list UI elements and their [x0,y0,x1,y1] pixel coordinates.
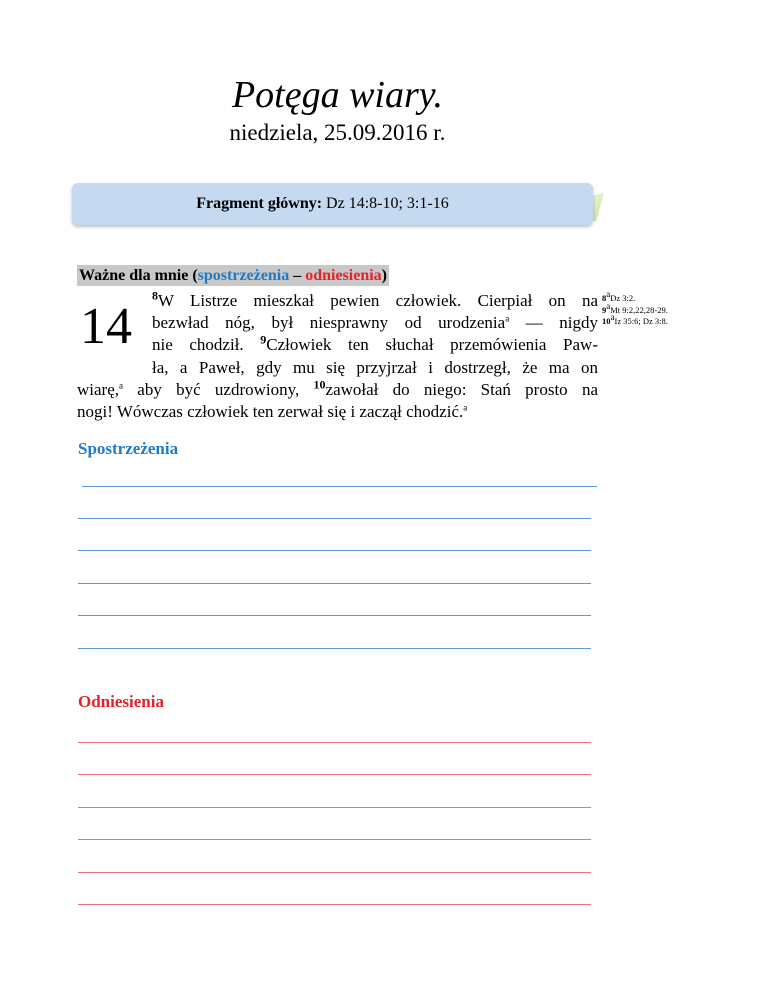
scripture-line: $^8$W Listrze mieszkał pewien człowiek. Cierpiał on na [152,288,598,310]
scripture-line: wiarę,$^a$ aby być uzdrowiony, $^{10}$zawołał do niego: Stań prosto na [77,377,598,399]
cross-ref: 10aIz 35:6; Dz 3:8. [602,312,668,326]
heading-prefix: Ważne dla mnie ( [79,267,198,284]
scripture-line: ła, a Paweł, gdy mu się przyjrzał i dostrzegł, że ma on [152,357,598,377]
cross-references [602,289,668,328]
footnote-mark: a [463,402,468,413]
application-line[interactable] [78,872,591,873]
cross-ref: 9aMt 9:2,22,28-29. [602,300,668,315]
verse-number: 8 [152,288,158,303]
page-title: Potęga wiary. [231,74,444,116]
application-line[interactable] [78,839,591,840]
cross-ref: 8aDz 3:2. [602,289,636,303]
heading-observations: spostrzeżenia [197,267,290,284]
main-passage-banner [72,183,593,225]
heading-dash: – [289,267,306,284]
important-heading [77,265,389,286]
heading-applications: odniesienia [305,267,382,284]
verse-number: 9 [260,332,267,347]
application-line[interactable] [78,742,591,743]
footnote-mark: a [119,380,124,391]
observation-line[interactable] [78,583,591,584]
scripture-line: bezwład nóg, był niesprawny od urodzenia$^a$ — nigdy [152,313,598,333]
footnote-mark: a [505,313,510,324]
application-line[interactable] [78,904,591,905]
heading-suffix: ) [381,267,387,284]
chapter-number: 14 [80,298,132,355]
observation-line[interactable] [78,615,591,616]
page-date: niedziela, 25.09.2016 r. [229,120,446,145]
banner-value: Dz 14:8-10; 3:1-16 [326,195,449,212]
observation-line[interactable] [78,550,591,551]
observation-line[interactable] [78,518,591,519]
scripture-line: nogi! Wówczas człowiek ten zerwał się i zaczął chodzić.$^a$ [77,401,468,421]
scripture-line: nie chodził. $^9$Człowiek ten słuchał przemówienia Paw- [152,332,598,355]
application-line[interactable] [78,807,591,808]
application-line[interactable] [78,774,591,775]
observations-title: Spostrzeżenia [78,439,179,458]
banner-label: Fragment główny: [196,195,323,212]
observation-line[interactable] [82,486,597,487]
verse-number: 10 [313,377,326,392]
applications-title: Odniesienia [78,692,164,711]
observation-line[interactable] [78,648,591,649]
scripture-text [77,290,598,423]
